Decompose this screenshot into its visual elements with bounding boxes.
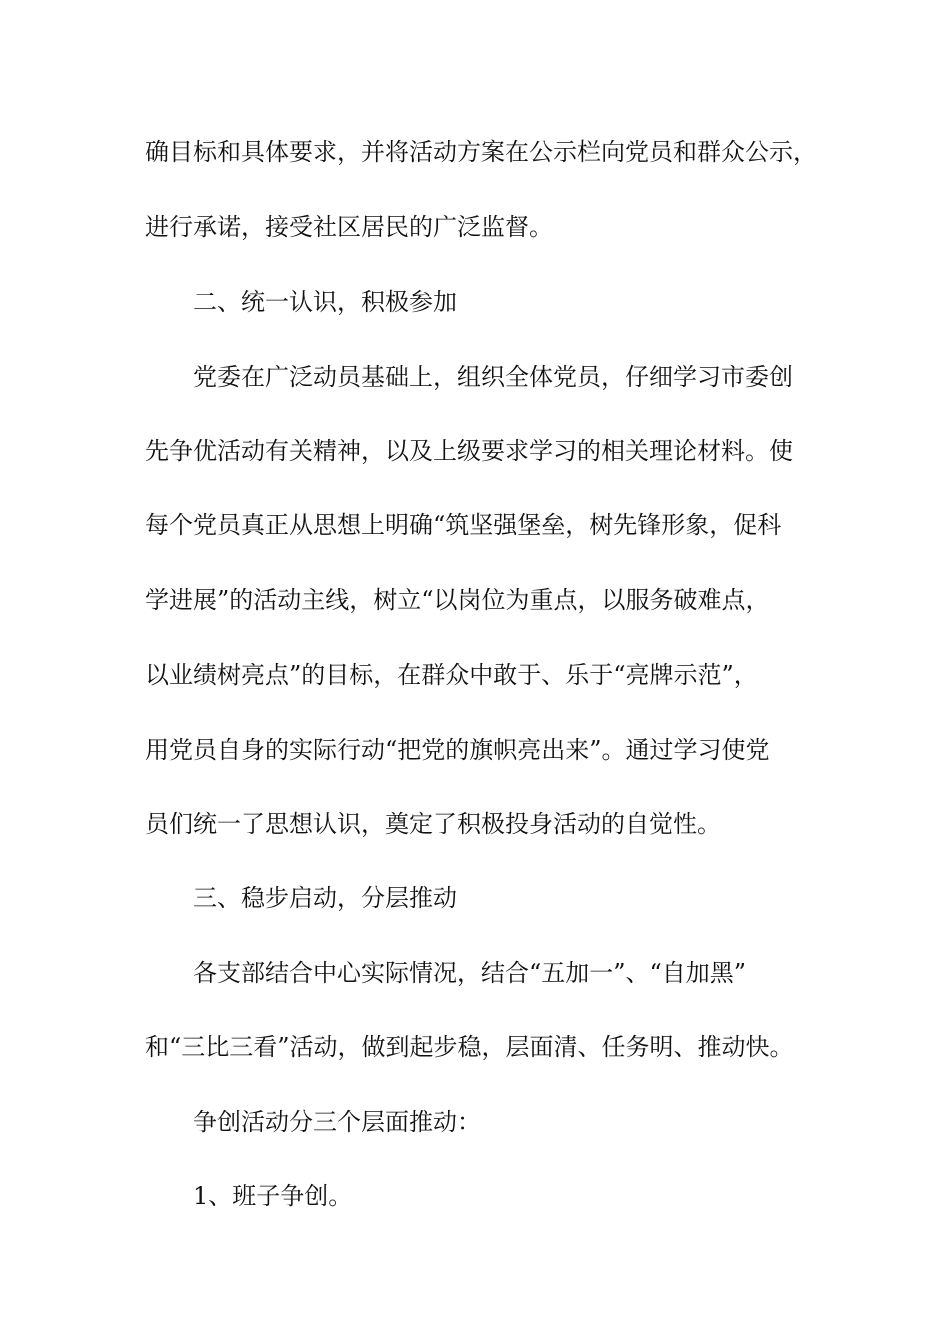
section-heading: 三、稳步启动，分层推动 (193, 884, 457, 912)
paragraph-line: 各支部结合中心实际情况，结合“五加一”、“自加黑” (193, 959, 747, 987)
paragraph-line: 进行承诺，接受社区居民的广泛监督。 (145, 213, 553, 241)
paragraph-line: 争创活动分三个层面推动： (193, 1108, 481, 1136)
paragraph-line: 员们统一了思想认识，奠定了积极投身活动的自觉性。 (145, 810, 721, 838)
paragraph-line: 确目标和具体要求，并将活动方案在公示栏向党员和群众公示， (145, 138, 817, 166)
paragraph-line: 先争优活动有关精神，以及上级要求学习的相关理论材料。使 (145, 437, 793, 465)
paragraph-line: 每个党员真正从思想上明确“筑坚强堡垒，树先锋形象，促科 (145, 511, 782, 539)
section-heading: 二、统一认识，积极参加 (193, 288, 457, 316)
paragraph-line: 以业绩树亮点”的目标，在群众中敢于、乐于“亮牌示范”， (145, 661, 758, 689)
paragraph-line: 用党员自身的实际行动“把党的旗帜亮出来”。通过学习使党 (145, 736, 770, 764)
paragraph-line: 学进展”的活动主线，树立“以岗位为重点，以服务破难点， (145, 586, 770, 614)
list-item: 1、班子争创。 (193, 1182, 353, 1210)
paragraph-line: 党委在广泛动员基础上，组织全体党员，仔细学习市委创 (193, 363, 793, 391)
paragraph-line: 和“三比三看”活动，做到起步稳，层面清、任务明、推动快。 (145, 1033, 794, 1061)
